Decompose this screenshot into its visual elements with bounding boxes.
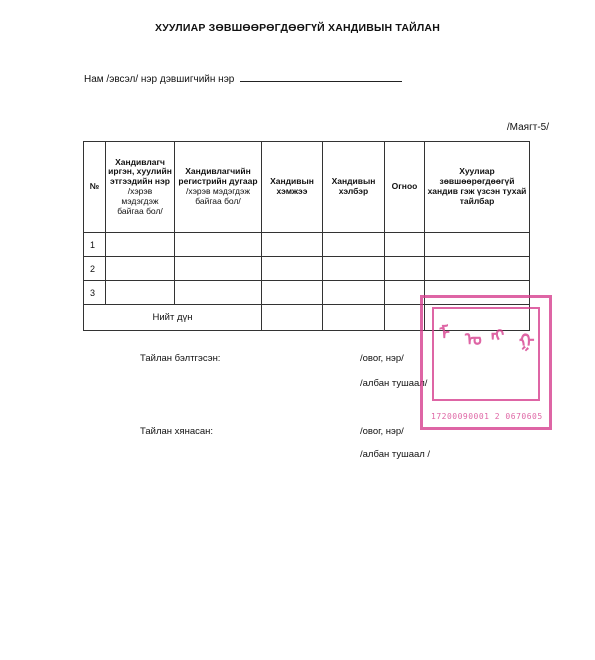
table-row bbox=[84, 233, 530, 257]
reviewed-position-label: /албан тушаал / bbox=[360, 449, 431, 460]
cell-explanation[interactable] bbox=[425, 257, 530, 281]
party-name-line bbox=[84, 72, 402, 85]
cell-donor-name[interactable] bbox=[106, 233, 175, 257]
cell-donor-reg[interactable] bbox=[175, 257, 262, 281]
header-no: № bbox=[84, 142, 106, 233]
row-number: 1 bbox=[84, 233, 106, 257]
cell-amount[interactable] bbox=[262, 257, 323, 281]
cell-donor-reg[interactable] bbox=[175, 281, 262, 305]
cell-form[interactable] bbox=[323, 257, 385, 281]
total-label: Нийт дүн bbox=[84, 305, 262, 331]
header-amount: Хандивын хэмжээ bbox=[262, 142, 323, 233]
stamp-glyph: ᠩ bbox=[491, 325, 505, 346]
cell-amount[interactable] bbox=[262, 233, 323, 257]
cell-donor-reg[interactable] bbox=[175, 233, 262, 257]
header-donor-reg bbox=[175, 142, 262, 233]
stamp-glyph: ᠣ bbox=[465, 329, 482, 350]
reviewed-name-label: /овог, нэр/ bbox=[360, 426, 404, 437]
header-donor-reg-label: Хандивлагчийн регистрийн дугаар bbox=[178, 166, 258, 187]
cell-total-amount[interactable] bbox=[262, 305, 323, 331]
header-donor-name bbox=[106, 142, 175, 233]
header-donor-reg-note: /хэрэв мэдэгдэж байгаа бол/ bbox=[185, 186, 251, 206]
party-name-label: Нам /эвсэл/ нэр дэвшигчийн нэр bbox=[84, 74, 235, 85]
stamp-glyph: ᠭ bbox=[519, 331, 535, 352]
table-row bbox=[84, 257, 530, 281]
cell-form[interactable] bbox=[323, 233, 385, 257]
stamp-glyph: ᠮ bbox=[439, 323, 450, 344]
header-donor-name-label: Хандивлагч иргэн, хуулийн этгээдийн нэр bbox=[108, 156, 172, 187]
cell-total-form[interactable] bbox=[323, 305, 385, 331]
header-donor-name-note: /хэрэв мэдэгдэж байгаа бол/ bbox=[117, 186, 163, 216]
row-number: 2 bbox=[84, 257, 106, 281]
prepared-by-label: Тайлан бэлтгэсэн: bbox=[140, 353, 221, 364]
table-header-row bbox=[84, 142, 530, 233]
cell-amount[interactable] bbox=[262, 281, 323, 305]
official-stamp bbox=[420, 295, 552, 430]
header-date: Огноо bbox=[385, 142, 425, 233]
cell-donor-name[interactable] bbox=[106, 281, 175, 305]
cell-date[interactable] bbox=[385, 233, 425, 257]
header-form: Хандивын хэлбэр bbox=[323, 142, 385, 233]
row-number: 3 bbox=[84, 281, 106, 305]
report-title: ХУУЛИАР ЗӨВШӨӨРӨГДӨӨГҮЙ ХАНДИВЫН ТАЙЛАН bbox=[154, 22, 440, 34]
reviewed-by-label: Тайлан хянасан: bbox=[140, 426, 214, 437]
cell-date[interactable] bbox=[385, 281, 425, 305]
prepared-name-label: /овог, нэр/ bbox=[360, 353, 404, 364]
party-name-blank[interactable] bbox=[240, 72, 402, 82]
cell-form[interactable] bbox=[323, 281, 385, 305]
form-number: /Маягт-5/ bbox=[506, 122, 549, 133]
prepared-position-label: /албан тушаал/ bbox=[360, 378, 428, 389]
cell-date[interactable] bbox=[385, 257, 425, 281]
header-explanation: Хуулиар зөвшөөрөгдөөгүй хандив гэж үзсэн тухай тайлбар bbox=[425, 142, 530, 233]
cell-donor-name[interactable] bbox=[106, 257, 175, 281]
cell-explanation[interactable] bbox=[425, 233, 530, 257]
stamp-number: 17200090001 2 0670605 bbox=[431, 412, 543, 421]
cell-total-date[interactable] bbox=[385, 305, 425, 331]
